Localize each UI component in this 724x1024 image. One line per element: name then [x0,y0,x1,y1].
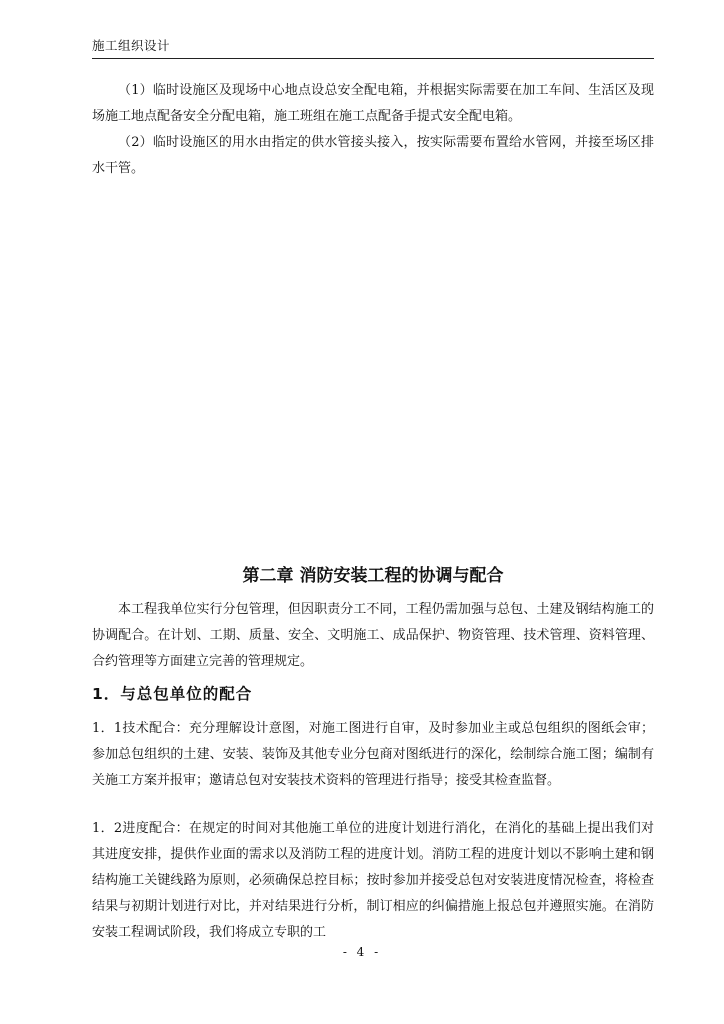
technical-coordination-paragraph: 1．1技术配合：充分理解设计意图，对施工图进行自审，及时参加业主或总包组织的图纸会审；参加总包组织的土建、安装、装饰及其他专业分包商对图纸进行的深化，绘制综合施工图；编制有关施工方案并报审；邀请总包对安装技术资料的管理进行指导；接受其检查监督。 [92,721,654,788]
header-title: 施工组织设计 [92,38,171,53]
section-heading: 1．与总包单位的配合 [92,685,253,703]
page-number: - 4 - [342,945,382,959]
intro-paragraph-2: （2）临时设施区的用水由指定的供水管接头接入，按实际需要布置给水管网，并接至场区排水干管。 [92,135,654,176]
intro-paragraph-1: （1）临时设施区及现场中心地点设总安全配电箱，并根据实际需要在加工车间、生活区及现场施工地点配备安全分配电箱，施工班组在施工点配备手提式安全配电箱。 [92,83,654,124]
page-header [92,36,654,59]
schedule-coordination-paragraph: 1．2进度配合：在规定的时间对其他施工单位的进度计划进行消化，在消化的基础上提出我们对其进度安排，提供作业面的需求以及消防工程的进度计划。消防工程的进度计划以不影响土建和钢结构施工关键线路为原则，必须确保总控目标；按时参加并接受总包对安装进度情况检查，将检查结果与初期计划进行对比，并对结果进行分析，制订相应的纠偏措施上报总包并遵照实施。在消防安装工程调试阶段，我们将成立专职的工 [92,821,654,940]
chapter-intro-paragraph: 本工程我单位实行分包管理，但因职责分工不同，工程仍需加强与总包、土建及钢结构施工的协调配合。在计划、工期、质量、安全、文明施工、成品保护、物资管理、技术管理、资料管理、合约管理等方面建立完善的管理规定。 [92,602,654,669]
chapter-title: 第二章 消防安装工程的协调与配合 [242,566,504,586]
